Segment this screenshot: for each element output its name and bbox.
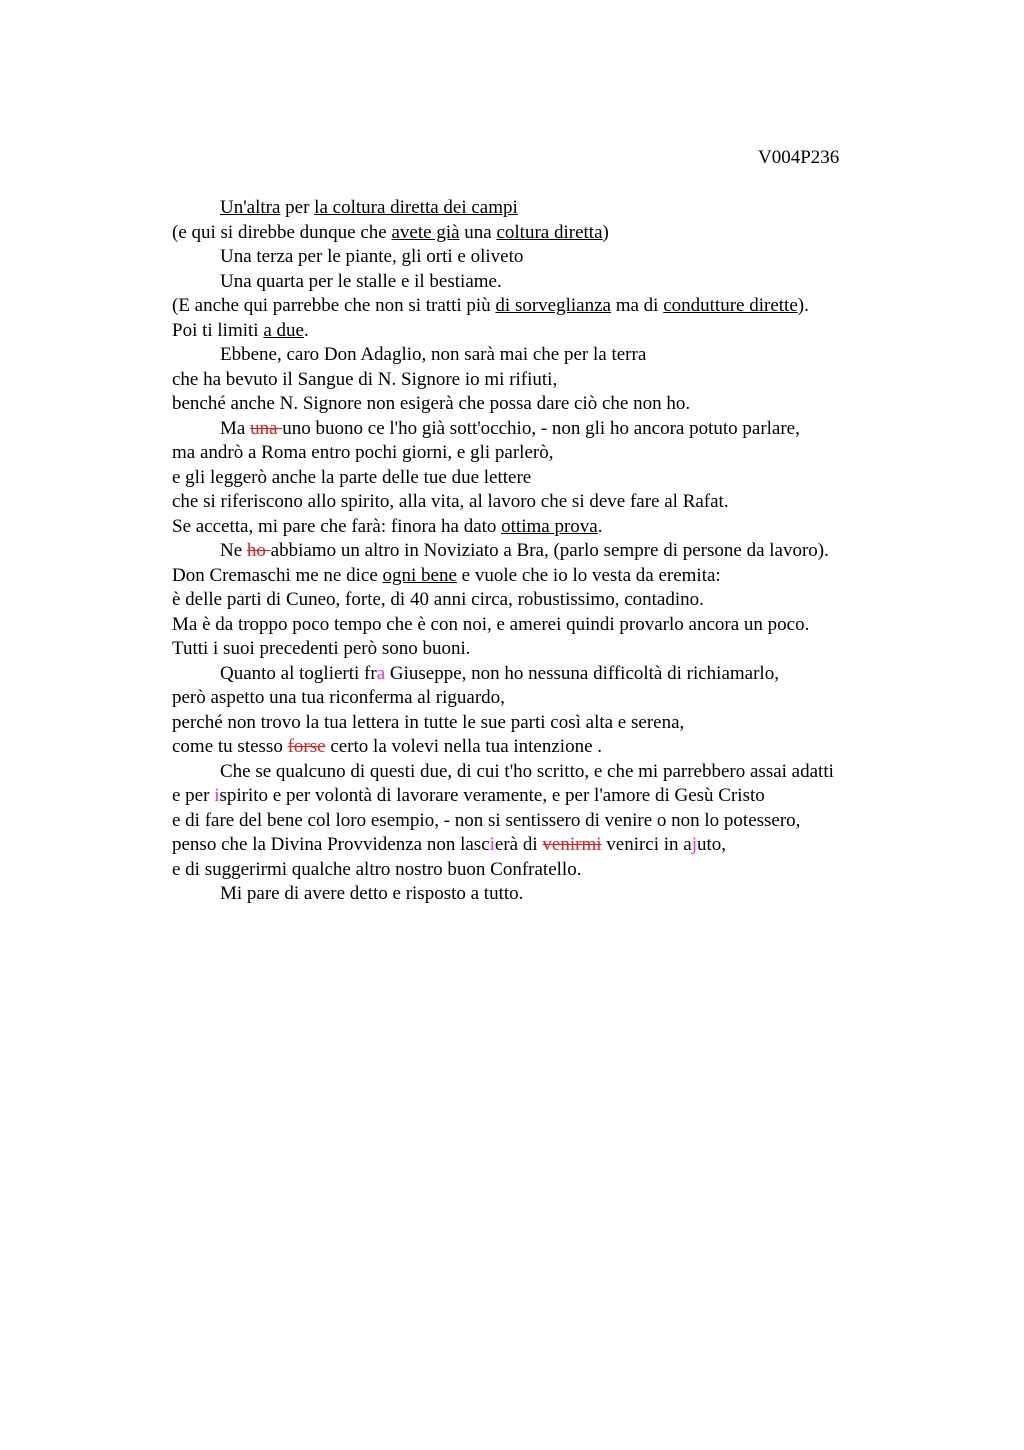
text-run: Se accetta, mi pare che farà: finora ha dato	[172, 515, 502, 537]
text-run: è delle parti di Cuneo, forte, di 40 anni circa, robustissimo, contadino.	[172, 589, 704, 610]
underlined-text: Un'altra	[220, 197, 281, 218]
text-run: per	[280, 197, 315, 218]
text-run: e vuole che io lo vesta da eremita:	[456, 564, 721, 586]
deleted-text: venirmi	[542, 834, 602, 855]
text-line	[172, 539, 1002, 564]
text-run: e di suggerirmi qualche altro nostro buon Confratello.	[172, 858, 582, 880]
inserted-text: i	[489, 834, 495, 855]
text-run: perché non trovo la tua lettera in tutte le sue parti così alta e serena,	[172, 711, 685, 733]
text-run: Giuseppe, non ho nessuna difficoltà di richiamarlo,	[385, 662, 779, 684]
underlined-text: di sorveglianza	[495, 295, 611, 316]
text-line	[172, 588, 1002, 613]
text-line	[172, 833, 1002, 858]
text-line	[172, 441, 1002, 466]
text-run: spirito e per volontà di lavorare veramente, e per l'amore di Gesù Cristo	[219, 785, 765, 806]
letter-text-body	[172, 196, 1002, 907]
text-run: e di fare del bene col loro esempio, - non si sentissero di venire o non lo potessero,	[172, 809, 801, 831]
inserted-text: j	[691, 834, 698, 855]
text-line	[172, 392, 1002, 417]
text-line	[172, 809, 1002, 834]
underlined-text: avete già	[391, 221, 460, 243]
text-line	[172, 245, 1002, 270]
text-run: .	[597, 515, 603, 537]
text-line	[172, 466, 1002, 491]
text-run: benché anche N. Signore non esigerà che possa dare ciò che non ho.	[172, 393, 691, 414]
text-run: però aspetto una tua riconferma al riguardo,	[172, 687, 505, 708]
text-line	[172, 221, 1002, 246]
text-line	[172, 613, 1002, 638]
text-run: (E anche qui parrebbe che non si tratti più	[172, 295, 496, 316]
text-run: certo la volevi nella tua intenzione .	[325, 736, 603, 757]
deleted-text: forse	[287, 736, 326, 757]
text-run: Una terza per le piante, gli orti e oliveto	[220, 246, 524, 267]
text-run: Ma	[220, 417, 251, 439]
text-run: che si riferiscono allo spirito, alla vita, al lavoro che si deve fare al Rafat.	[172, 491, 729, 512]
text-line	[172, 368, 1002, 393]
inserted-text: i	[214, 785, 220, 806]
text-line	[172, 319, 1002, 344]
text-run: Ma è da troppo poco tempo che è con noi, e amerei quindi provarlo ancora un poco.	[172, 613, 810, 635]
text-run: Poi ti limiti	[172, 319, 264, 341]
text-run: penso che la Divina Provvidenza non lasc	[172, 834, 490, 855]
text-run: )	[602, 221, 609, 243]
inserted-text: a	[376, 662, 386, 684]
text-line	[172, 294, 1002, 319]
text-run: come tu stesso	[172, 736, 288, 757]
text-run: Ebbene, caro Don Adaglio, non sarà mai che per la terra	[220, 344, 647, 365]
underlined-text: a due	[263, 319, 304, 341]
text-line	[172, 882, 1002, 907]
text-run: Tutti i suoi precedenti però sono buoni.	[172, 638, 471, 659]
text-line	[172, 490, 1002, 515]
text-run: venirci in a	[601, 834, 692, 855]
text-line	[172, 760, 1002, 785]
text-line	[172, 735, 1002, 760]
underlined-text: coltura diretta	[496, 221, 603, 243]
page-identifier: V004P236	[758, 147, 840, 168]
text-run: Che se qualcuno di questi due, di cui t'ho scritto, e che mi parrebbero assai adatti	[220, 760, 834, 782]
text-run: erà di	[494, 834, 543, 855]
text-run: Ne	[220, 540, 247, 561]
text-run: ma andrò a Roma entro pochi giorni, e gli parlerò,	[172, 442, 554, 463]
text-run: che ha bevuto il Sangue di N. Signore io mi rifiuti,	[172, 368, 558, 390]
text-line	[172, 858, 1002, 883]
text-run: ma di	[610, 295, 664, 316]
text-line	[172, 711, 1002, 736]
text-run: una	[459, 221, 497, 243]
deleted-text: una	[250, 417, 283, 439]
text-line	[172, 637, 1002, 662]
text-run: Quanto al toglierti fr	[220, 662, 377, 684]
text-run: Don Cremaschi me ne dice	[172, 564, 383, 586]
text-line	[172, 196, 1002, 221]
text-line	[172, 343, 1002, 368]
text-run: ).	[797, 295, 809, 316]
text-line	[172, 515, 1002, 540]
text-line	[172, 784, 1002, 809]
underlined-text: condutture dirette	[663, 295, 798, 316]
text-run: Mi pare di avere detto e risposto a tutto.	[220, 883, 524, 904]
text-run: abbiamo un altro in Noviziato a Bra, (parlo sempre di persone da lavoro).	[270, 540, 829, 561]
text-line	[172, 417, 1002, 442]
underlined-text: la coltura diretta dei campi	[314, 197, 518, 218]
text-run: e per	[172, 785, 215, 806]
text-line	[172, 270, 1002, 295]
underlined-text: ogni bene	[382, 564, 457, 586]
underlined-text: ottima prova	[501, 515, 598, 537]
text-run: e gli leggerò anche la parte delle tue due lettere	[172, 466, 532, 488]
text-run: (e qui si direbbe dunque che	[172, 221, 392, 243]
deleted-text: ho	[246, 540, 271, 561]
text-line	[172, 686, 1002, 711]
text-line	[172, 662, 1002, 687]
text-run: .	[303, 319, 309, 341]
text-run: Una quarta per le stalle e il bestiame.	[220, 270, 502, 292]
text-line	[172, 564, 1002, 589]
text-run: uto,	[697, 834, 727, 855]
text-run: uno buono ce l'ho già sott'occhio, - non gli ho ancora potuto parlare,	[282, 417, 800, 439]
